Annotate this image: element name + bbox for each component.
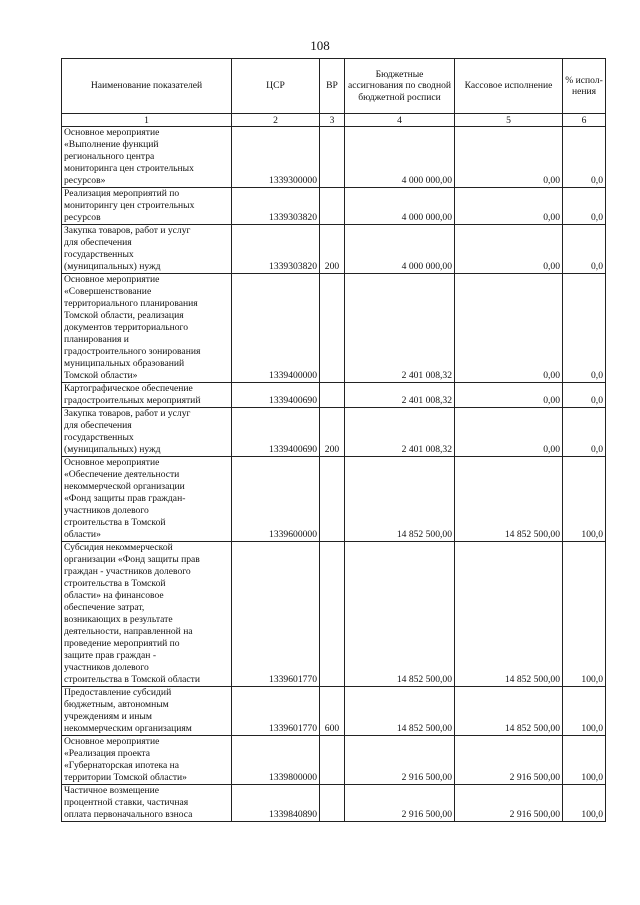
budget-assignment-cell: 14 852 500,00 xyxy=(345,687,455,736)
vr-code-cell xyxy=(320,785,345,822)
cash-execution-cell: 0,00 xyxy=(455,408,563,457)
execution-percent-cell: 0,0 xyxy=(563,274,606,383)
indicator-name-cell: Основное мероприятие «Реализация проекта «Губернаторская ипотека на территории Томской области» xyxy=(62,736,232,785)
cash-execution-cell: 14 852 500,00 xyxy=(455,687,563,736)
header-csr: ЦСР xyxy=(232,59,320,114)
indicator-name-cell: Реализация мероприятий по мониторингу цен строительных ресурсов xyxy=(62,188,232,225)
csr-code-cell: 1339303820 xyxy=(232,188,320,225)
indicator-name-cell: Закупка товаров, работ и услуг для обеспечения государственных (муниципальных) нужд xyxy=(62,408,232,457)
budget-assignment-cell: 2 401 008,32 xyxy=(345,383,455,408)
budget-assignment-cell: 14 852 500,00 xyxy=(345,457,455,542)
table-row xyxy=(62,542,606,687)
header-budget-assignments: Бюджетные ассигнования по сводной бюджетной росписи xyxy=(345,59,455,114)
vr-code-cell: 200 xyxy=(320,225,345,274)
header-cash-execution: Кассовое исполнение xyxy=(455,59,563,114)
execution-percent-cell: 100,0 xyxy=(563,687,606,736)
indicator-name-cell: Предоставление субсидий бюджетным, автономным учреждениям и иным некоммерческим организациям xyxy=(62,687,232,736)
vr-code-cell xyxy=(320,457,345,542)
execution-percent-cell: 100,0 xyxy=(563,457,606,542)
execution-percent-cell: 0,0 xyxy=(563,225,606,274)
table-body xyxy=(62,127,606,822)
indicator-name-cell: Субсидия некоммерческой организации «Фонд защиты прав граждан - участников долевого строительства в Томской области» на финансовое обеспечение затрат, возникающих в результате деятельности, направленной на проведение мероприятий по защите прав граждан - участников долевого строительства в Томской области xyxy=(62,542,232,687)
budget-execution-table xyxy=(61,58,606,822)
vr-code-cell xyxy=(320,736,345,785)
header-execution-percent: % испол-нения xyxy=(563,59,606,114)
column-number: 3 xyxy=(320,114,345,127)
execution-percent-cell: 100,0 xyxy=(563,736,606,785)
table-row xyxy=(62,274,606,383)
csr-code-cell: 1339400000 xyxy=(232,274,320,383)
csr-code-cell: 1339300000 xyxy=(232,127,320,188)
page-number: 108 xyxy=(310,38,330,53)
csr-code-cell: 1339800000 xyxy=(232,736,320,785)
table-row xyxy=(62,785,606,822)
budget-assignment-cell: 4 000 000,00 xyxy=(345,127,455,188)
budget-assignment-cell: 2 916 500,00 xyxy=(345,785,455,822)
column-number-row xyxy=(62,114,606,127)
vr-code-cell xyxy=(320,383,345,408)
execution-percent-cell: 0,0 xyxy=(563,383,606,408)
csr-code-cell: 1339601770 xyxy=(232,687,320,736)
vr-code-cell: 200 xyxy=(320,408,345,457)
vr-code-cell xyxy=(320,274,345,383)
table-row xyxy=(62,127,606,188)
csr-code-cell: 1339303820 xyxy=(232,225,320,274)
header-row xyxy=(62,59,606,114)
cash-execution-cell: 0,00 xyxy=(455,188,563,225)
cash-execution-cell: 2 916 500,00 xyxy=(455,785,563,822)
budget-assignment-cell: 2 916 500,00 xyxy=(345,736,455,785)
vr-code-cell xyxy=(320,542,345,687)
table-row xyxy=(62,736,606,785)
cash-execution-cell: 0,00 xyxy=(455,127,563,188)
vr-code-cell xyxy=(320,127,345,188)
column-number: 6 xyxy=(563,114,606,127)
cash-execution-cell: 2 916 500,00 xyxy=(455,736,563,785)
header-indicator-name: Наименование показателей xyxy=(62,59,232,114)
budget-assignment-cell: 14 852 500,00 xyxy=(345,542,455,687)
column-number: 1 xyxy=(62,114,232,127)
budget-assignment-cell: 2 401 008,32 xyxy=(345,274,455,383)
csr-code-cell: 1339840890 xyxy=(232,785,320,822)
indicator-name-cell: Основное мероприятие «Выполнение функций регионального центра мониторинга цен строительных ресурсов» xyxy=(62,127,232,188)
table-row xyxy=(62,457,606,542)
column-number: 2 xyxy=(232,114,320,127)
indicator-name-cell: Основное мероприятие «Обеспечение деятельности некоммерческой организации «Фонд защиты прав граждан- участников долевого строительства в Томской области» xyxy=(62,457,232,542)
indicator-name-cell: Закупка товаров, работ и услуг для обеспечения государственных (муниципальных) нужд xyxy=(62,225,232,274)
table-row xyxy=(62,383,606,408)
cash-execution-cell: 14 852 500,00 xyxy=(455,542,563,687)
execution-percent-cell: 0,0 xyxy=(563,408,606,457)
execution-percent-cell: 0,0 xyxy=(563,188,606,225)
cash-execution-cell: 0,00 xyxy=(455,383,563,408)
csr-code-cell: 1339600000 xyxy=(232,457,320,542)
execution-percent-cell: 100,0 xyxy=(563,542,606,687)
table-row xyxy=(62,408,606,457)
vr-code-cell xyxy=(320,188,345,225)
cash-execution-cell: 0,00 xyxy=(455,225,563,274)
table-row xyxy=(62,225,606,274)
cash-execution-cell: 0,00 xyxy=(455,274,563,383)
execution-percent-cell: 100,0 xyxy=(563,785,606,822)
column-number: 4 xyxy=(345,114,455,127)
header-vr: ВР xyxy=(320,59,345,114)
csr-code-cell: 1339400690 xyxy=(232,383,320,408)
column-number: 5 xyxy=(455,114,563,127)
csr-code-cell: 1339601770 xyxy=(232,542,320,687)
cash-execution-cell: 14 852 500,00 xyxy=(455,457,563,542)
table-row xyxy=(62,188,606,225)
budget-assignment-cell: 2 401 008,32 xyxy=(345,408,455,457)
budget-assignment-cell: 4 000 000,00 xyxy=(345,188,455,225)
csr-code-cell: 1339400690 xyxy=(232,408,320,457)
budget-assignment-cell: 4 000 000,00 xyxy=(345,225,455,274)
indicator-name-cell: Картографическое обеспечение градостроительных мероприятий xyxy=(62,383,232,408)
table-row xyxy=(62,687,606,736)
indicator-name-cell: Основное мероприятие «Совершенствование территориального планирования Томской области, реализация документов территориального планирования и градостроительного зонирования муниципальных образований Томской области» xyxy=(62,274,232,383)
execution-percent-cell: 0,0 xyxy=(563,127,606,188)
indicator-name-cell: Частичное возмещение процентной ставки, частичная оплата первоначального взноса xyxy=(62,785,232,822)
vr-code-cell: 600 xyxy=(320,687,345,736)
